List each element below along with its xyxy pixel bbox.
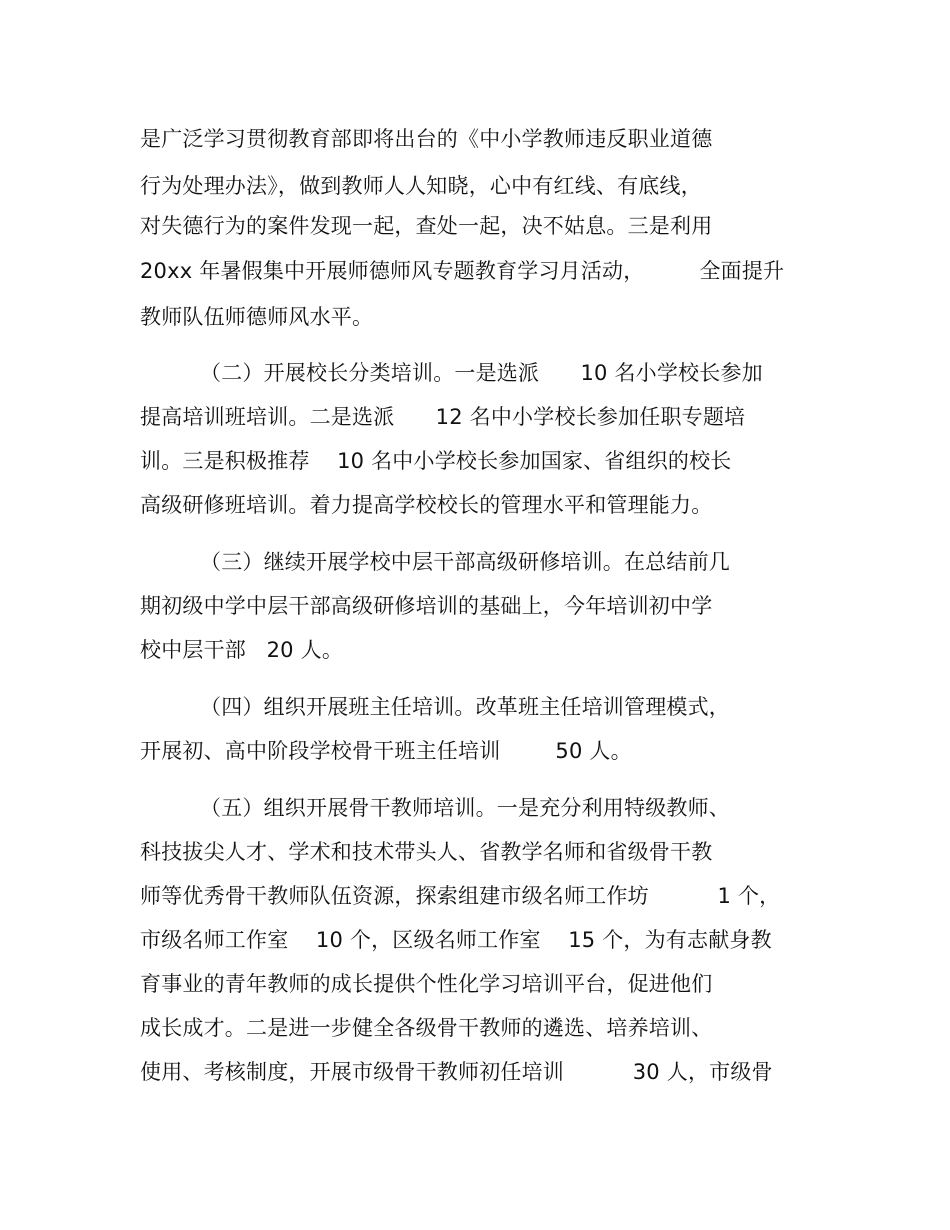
text-line: 教师队伍师德师风水平。 bbox=[140, 305, 374, 329]
text-line: 师等优秀骨干教师队伍资源，探索组建市级名师工作坊 1 个， bbox=[140, 884, 781, 908]
text-line: 训。三是积极推荐 10 名中小学校长参加国家、省组织的校长 bbox=[140, 449, 732, 473]
paragraph-heading: （三）继续开展学校中层干部高级研修培训。在总结前几 bbox=[200, 550, 730, 574]
text-line: 开展初、高中阶段学校骨干班主任培训 50 人。 bbox=[140, 739, 632, 763]
text-line: 校中层干部 20 人。 bbox=[140, 638, 344, 662]
paragraph-heading: （四）组织开展班主任培训。改革班主任培训管理模式， bbox=[200, 695, 730, 719]
paragraph-heading: （二）开展校长分类培训。一是选派 10 名小学校长参加 bbox=[200, 361, 763, 385]
text-line: 育事业的青年教师的成长提供个性化学习培训平台，促进他们 bbox=[140, 972, 713, 996]
text-line: 市级名师工作室 10 个，区级名师工作室 15 个，为有志献身教 bbox=[140, 928, 772, 952]
text-line: 对失德行为的案件发现一起，查处一起，决不姑息。三是利用 bbox=[140, 214, 713, 238]
text-line: 高级研修班培训。着力提高学校校长的管理水平和管理能力。 bbox=[140, 493, 713, 517]
paragraph-heading: （五）组织开展骨干教师培训。一是充分利用特级教师、 bbox=[200, 796, 730, 820]
text-line: 提高培训班培训。二是选派 12 名中小学校长参加任职专题培 bbox=[140, 405, 746, 429]
text-line: 使用、考核制度，开展市级骨干教师初任培训 30 人，市级骨 bbox=[140, 1060, 773, 1084]
text-line: 行为处理办法》，做到教师人人知晓，心中有红线、有底线， bbox=[140, 174, 702, 198]
text-line: 成长成才。二是进一步健全各级骨干教师的遴选、培养培训、 bbox=[140, 1016, 713, 1040]
text-line: 20xx 年暑假集中开展师德师风专题教育学习月活动， 全面提升 bbox=[140, 259, 785, 283]
text-line: 科技拔尖人才、学术和技术带头人、省教学名师和省级骨干教 bbox=[140, 840, 713, 864]
text-line: 期初级中学中层干部高级研修培训的基础上，今年培训初中学 bbox=[140, 594, 713, 618]
text-line: 是广泛学习贯彻教育部即将出台的《中小学教师违反职业道德 bbox=[140, 127, 713, 151]
